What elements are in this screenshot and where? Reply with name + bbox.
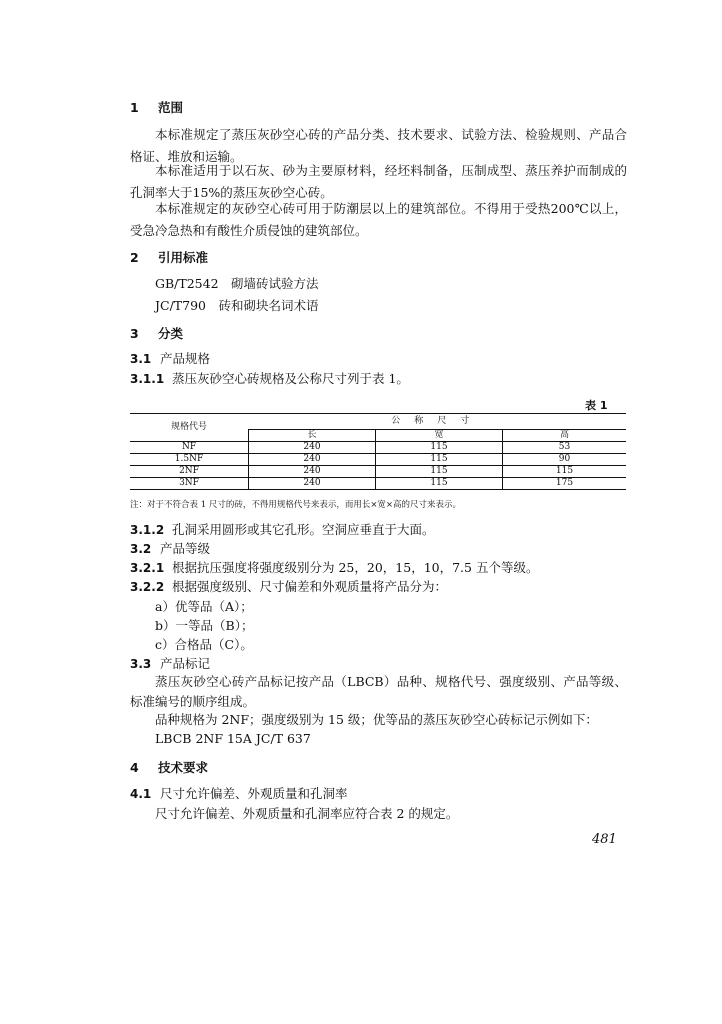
clause-3-2-2: 3.2.2 根据强度级别、尺寸偏差和外观质量将产品分为： — [130, 579, 448, 594]
section-3-heading: 3 分类 — [130, 326, 184, 341]
clause-3-1-1: 3.1.1 蒸压灰砂空心砖规格及公称尺寸列于表 1。 — [130, 371, 409, 386]
table-cell: 240 — [249, 454, 376, 466]
table-1-note: 注：对于不符合表 1 尺寸的砖，不得用规格代号来表示，而用长×宽×高的尺寸来表示。 — [130, 500, 462, 510]
table-cell: NF — [130, 442, 249, 454]
section-1-paragraph-2: 本标准适用于以石灰、砂为主要原材料，经坯料制备，压制成型、蒸压养护而制成的孔洞率大于15%的蒸压灰砂空心砖。 — [130, 163, 627, 200]
section-4-1-paragraph: 尺寸允许偏差、外观质量和孔洞率应符合表 2 的规定。 — [155, 806, 459, 821]
table-header-width: 宽 — [375, 430, 502, 442]
table-header-height: 高 — [502, 430, 626, 442]
section-2-heading: 2 引用标准 — [130, 250, 209, 265]
marking-example: LBCB 2NF 15A JC/T 637 — [155, 731, 311, 746]
table-cell: 240 — [249, 442, 376, 454]
table-header-nominal-size: 公称尺寸 — [249, 414, 627, 430]
table-cell: 115 — [375, 466, 502, 478]
clause-3-2-1: 3.2.1 根据抗压强度将强度级别分为 25，20，15，10，7.5 五个等级。 — [130, 560, 539, 575]
subsection-3-2-heading: 3.2 产品等级 — [130, 541, 211, 556]
reference-item: JC/T790 砖和砌块名词术语 — [155, 298, 319, 313]
table-cell: 115 — [375, 442, 502, 454]
reference-item: GB/T2542 砌墙砖试验方法 — [155, 276, 319, 291]
section-1-paragraph-3: 本标准规定的灰砂空心砖可用于防潮层以上的建筑部位。不得用于受热200℃以上，受急冷急热和有酸性介质侵蚀的建筑部位。 — [130, 201, 627, 238]
table-1 — [130, 413, 626, 490]
table-cell: 115 — [375, 454, 502, 466]
table-cell: 3NF — [130, 478, 249, 490]
grade-item: c）合格品（C）。 — [155, 637, 253, 652]
grade-item: a）优等品（A）； — [155, 599, 253, 614]
table-cell: 115 — [502, 466, 626, 478]
subsection-4-1-heading: 4.1 尺寸允许偏差、外观质量和孔洞率 — [130, 786, 348, 801]
table-cell: 90 — [502, 454, 626, 466]
grade-item: b）一等品（B）； — [155, 618, 254, 633]
table-row — [130, 454, 626, 466]
section-3-3-paragraph-1: 蒸压灰砂空心砖产品标记按产品（LBCB）品种、规格代号、强度级别、产品等级、标准编号的顺序组成。 — [130, 674, 627, 709]
page-number: 481 — [592, 832, 617, 847]
table-cell: 115 — [375, 478, 502, 490]
table-header-length: 长 — [249, 430, 376, 442]
subsection-3-1-heading: 3.1 产品规格 — [130, 351, 211, 366]
table-row — [130, 478, 626, 490]
table-cell: 240 — [249, 466, 376, 478]
section-1-paragraph-1: 本标准规定了蒸压灰砂空心砖的产品分类、技术要求、试验方法、检验规则、产品合格证、堆放和运输。 — [130, 127, 627, 164]
section-1-heading: 1 范围 — [130, 100, 184, 115]
table-cell: 240 — [249, 478, 376, 490]
table-row — [130, 442, 626, 454]
table-row — [130, 466, 626, 478]
table-cell: 2NF — [130, 466, 249, 478]
table-cell: 175 — [502, 478, 626, 490]
section-3-3-paragraph-2: 品种规格为 2NF；强度级别为 15 级；优等品的蒸压灰砂空心砖标记示例如下： — [155, 712, 598, 727]
table-header-code: 规格代号 — [130, 414, 249, 442]
table-1-caption: 表 1 — [585, 399, 608, 412]
section-4-heading: 4 技术要求 — [130, 760, 209, 775]
table-cell: 1.5NF — [130, 454, 249, 466]
subsection-3-3-heading: 3.3 产品标记 — [130, 656, 211, 671]
table-cell: 53 — [502, 442, 626, 454]
clause-3-1-2: 3.1.2 孔洞采用圆形或其它孔形。空洞应垂直于大面。 — [130, 522, 435, 537]
